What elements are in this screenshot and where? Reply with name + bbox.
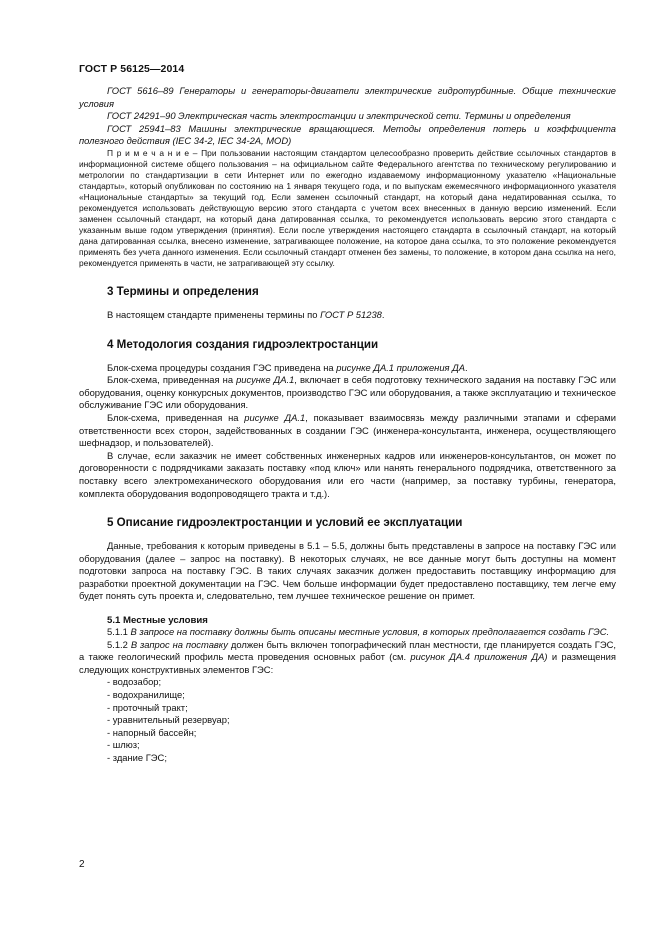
section-4-paragraph: Блок-схема, приведенная на рисунке ДА.1, показывает взаимосвязь между различными этапами и сферами ответственности всех сторон, задействованных в создании ГЭС (инженера-консультанта, инженера, осуществляющего шефнадзор, и пользователей). bbox=[79, 411, 616, 449]
note-text: – При пользовании настоящим стандартом целесообразно проверить действие ссылочных стандартов в информационной системе общего пользования – на официальном сайте Федерального агентства по техническому регулированию и метрологии по стандартизации в сети Интернет или по ежегодно издаваемому информационному указателю «Национальные стандарты», который опубликован по состоянию на 1 января текущего года, и по выпускам ежемесячного информационного указателя «Национальные стандарты» за текущий год. Если заменен ссылочный стандарт, на который дана недатированная ссылка, то рекомендуется использовать действующую версию этого стандарта с учетом всех внесенных в данную версию изменений. Если заменен ссылочный стандарт, на который дана датированная ссылка, то рекомендуется использовать версию этого стандарта с указанным выше годом утверждения (принятия). Если после утверждения настоящего стандарта в ссылочный стандарт, на который дана датированная ссылка, внесено изменение, затрагивающее положение, на которое дана ссылка, то это положение рекомендуется применять без учета данного изменения. Если ссылочный стандарт отменен без замены, то положение, в котором дана ссылка на него, рекомендуется применять в части, не затрагивающей эту ссылку. bbox=[79, 147, 616, 268]
list-item: - водохранилище; bbox=[107, 689, 185, 701]
note-label: П р и м е ч а н и е bbox=[107, 147, 190, 158]
section-4-paragraph: Блок-схема, приведенная на рисунке ДА.1, включает в себя подготовку технического задания на поставку ГЭС или оборудования, оценку конкурсных документов, производство ГЭС или оборудования, а также эксплуатацию и техническое обслуживание ГЭС или оборудования. bbox=[79, 374, 616, 411]
list-item: - уравнительный резервуар; bbox=[107, 714, 230, 726]
section-4-heading: 4 Методология создания гидроэлектростанции bbox=[107, 337, 379, 351]
figure-reference: рисунке ДА.1 приложения ДА bbox=[336, 361, 466, 373]
list-item: - здание ГЭС; bbox=[107, 752, 167, 763]
section-5-heading: 5 Описание гидроэлектростанции и условий ее эксплуатации bbox=[107, 516, 463, 530]
normative-reference: ГОСТ 24291–90 Электрическая часть электростанции и электрической сети. Термины и определения bbox=[107, 110, 571, 122]
section-4-paragraph: Блок-схема процедуры создания ГЭС приведена на рисунке ДА.1 приложения ДА. bbox=[107, 361, 468, 373]
figure-reference: рисунок ДА.4 приложения ДА) bbox=[410, 651, 548, 663]
clause-5-1-2: 5.1.2 В запрос на поставку должен быть включен топографический план местности, где планируется создать ГЭС, а также геологический профиль места проведения основных работ (см. рисунок ДА.4 приложения ДА) и размещения следующих конструктивных элементов ГЭС: bbox=[79, 638, 616, 675]
normative-reference: ГОСТ 25941–83 Машины электрические вращающиеся. Методы определения потерь и коэффициента полезного действия (IEC 34-2, IEC 34-2A, MOD) bbox=[79, 122, 616, 147]
subsection-5-1-heading: 5.1 Местные условия bbox=[107, 615, 208, 627]
section-3-heading: 3 Термины и определения bbox=[107, 284, 259, 298]
section-4-paragraph: В случае, если заказчик не имеет собственных инженерных кадров или инженеров-консультантов, он может по договоренности с подрядчиками заказать поставку «под ключ» или нанять генерального подрядчика, ответственного за поставку всего электромеханического оборудования или его части (например, за поставку турбины, генератора, комплекта оборудования водопроводящего тракта и т.д.). bbox=[79, 449, 616, 499]
reference-note bbox=[79, 148, 616, 269]
standard-reference: ГОСТ Р 51238 bbox=[320, 308, 382, 320]
section-5-paragraph: Данные, требования к которым приведены в 5.1 – 5.5, должны быть представлены в запросе на поставку ГЭС или оборудования (далее – запрос на поставку). В некоторых случаях, не все данные могут быть доступны на момент подготовки запроса на поставку ГЭС. В таких случаях заказчик должен предоставить поставщику информацию для разработки проектной документации на ГЭС. Чем больше информации будет предоставлено поставщику, тем легче ему будет понять суть проекта и, следовательно, тем лучшее техническое решение он примет. bbox=[79, 540, 616, 602]
list-item: - напорный бассейн; bbox=[107, 726, 197, 738]
page-number: 2 bbox=[79, 859, 85, 870]
page-body bbox=[79, 85, 616, 765]
figure-reference: рисунке ДА.1 bbox=[236, 374, 295, 386]
list-item: - шлюз; bbox=[107, 739, 140, 751]
document-header: ГОСТ Р 56125—2014 bbox=[79, 63, 185, 75]
figure-reference: рисунке ДА.1 bbox=[244, 411, 306, 423]
list-item: - проточный тракт; bbox=[107, 701, 188, 713]
structural-elements-list bbox=[79, 676, 616, 764]
clause-5-1-1: 5.1.1 В запросе на поставку должны быть описаны местные условия, в которых предполагается создать ГЭС. bbox=[107, 626, 610, 638]
normative-reference: ГОСТ 5616–89 Генераторы и генераторы-двигатели электрические гидротурбинные. Общие технические условия bbox=[79, 85, 616, 109]
section-3-paragraph: В настоящем стандарте применены термины по ГОСТ Р 51238. bbox=[107, 308, 385, 320]
list-item: - водозабор; bbox=[107, 676, 162, 688]
